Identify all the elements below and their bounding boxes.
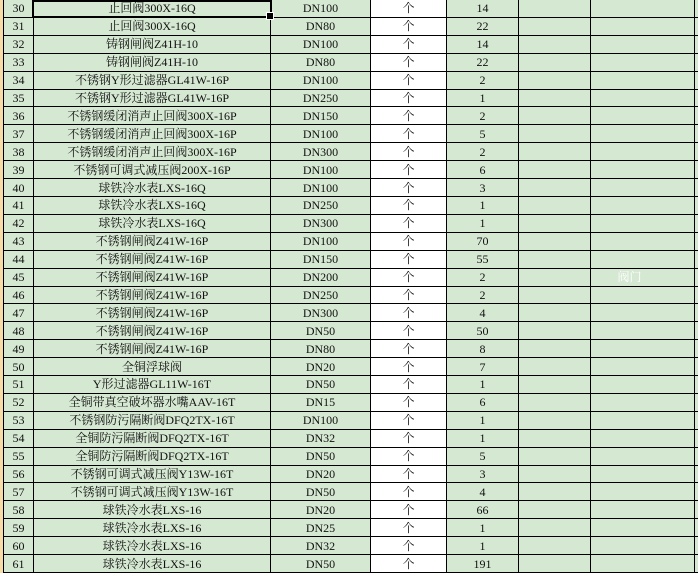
quantity-cell[interactable]: 66 <box>447 501 519 519</box>
spec-cell[interactable]: DN100 <box>271 0 371 18</box>
unit-cell[interactable]: 个 <box>371 161 447 179</box>
item-name-cell[interactable]: 铸钢闸阀Z41H-10 <box>34 36 271 54</box>
empty-cell[interactable] <box>519 304 591 322</box>
item-name-cell[interactable]: 球铁冷水表LXS-16Q <box>34 215 271 233</box>
empty-cell[interactable] <box>519 501 591 519</box>
unit-cell[interactable]: 个 <box>371 555 447 573</box>
empty-cell[interactable] <box>591 304 695 322</box>
quantity-cell[interactable]: 2 <box>447 287 519 305</box>
empty-cell[interactable] <box>519 251 591 269</box>
quantity-cell[interactable]: 6 <box>447 394 519 412</box>
empty-cell[interactable] <box>591 161 695 179</box>
empty-cell[interactable] <box>591 287 695 305</box>
empty-cell[interactable] <box>519 287 591 305</box>
sheet-grid <box>4 0 698 573</box>
item-name-cell[interactable]: 球铁冷水表LXS-16 <box>34 501 271 519</box>
empty-cell[interactable] <box>519 36 591 54</box>
empty-cell[interactable] <box>519 0 591 18</box>
row-number-cell[interactable]: 48 <box>4 322 34 340</box>
unit-cell[interactable]: 个 <box>371 537 447 555</box>
quantity-cell[interactable]: 5 <box>447 125 519 143</box>
quantity-cell[interactable]: 2 <box>447 269 519 287</box>
row-number-cell[interactable]: 58 <box>4 501 34 519</box>
spec-cell[interactable]: DN80 <box>271 54 371 72</box>
empty-cell[interactable] <box>519 179 591 197</box>
unit-cell[interactable]: 个 <box>371 376 447 394</box>
empty-cell[interactable] <box>519 448 591 466</box>
item-name-cell[interactable]: 不锈钢Y形过滤器GL41W-16P <box>34 90 271 108</box>
unit-cell[interactable]: 个 <box>371 36 447 54</box>
empty-cell[interactable] <box>591 251 695 269</box>
quantity-cell[interactable]: 70 <box>447 233 519 251</box>
empty-cell[interactable] <box>519 90 591 108</box>
quantity-cell[interactable]: 5 <box>447 448 519 466</box>
empty-cell[interactable] <box>519 322 591 340</box>
empty-cell[interactable] <box>591 197 695 215</box>
empty-cell[interactable] <box>591 36 695 54</box>
unit-cell[interactable]: 个 <box>371 233 447 251</box>
quantity-cell[interactable]: 6 <box>447 161 519 179</box>
row-number-cell[interactable]: 56 <box>4 466 34 484</box>
empty-cell[interactable] <box>591 466 695 484</box>
row-number-cell[interactable]: 36 <box>4 107 34 125</box>
spec-cell[interactable]: DN20 <box>271 358 371 376</box>
empty-cell[interactable] <box>519 72 591 90</box>
row-number-cell[interactable]: 38 <box>4 143 34 161</box>
unit-cell[interactable]: 个 <box>371 143 447 161</box>
row-number-cell[interactable]: 42 <box>4 215 34 233</box>
quantity-cell[interactable]: 2 <box>447 107 519 125</box>
row-number-cell[interactable]: 34 <box>4 72 34 90</box>
row-number-cell[interactable]: 32 <box>4 36 34 54</box>
empty-cell[interactable] <box>519 18 591 36</box>
unit-cell[interactable]: 个 <box>371 179 447 197</box>
row-number-cell[interactable]: 60 <box>4 537 34 555</box>
empty-cell[interactable] <box>519 107 591 125</box>
item-name-cell[interactable]: 不锈钢缓闭消声止回阀300X-16P <box>34 125 271 143</box>
row-number-cell[interactable]: 41 <box>4 197 34 215</box>
spec-cell[interactable]: DN100 <box>271 72 371 90</box>
empty-cell[interactable] <box>591 322 695 340</box>
quantity-cell[interactable]: 1 <box>447 215 519 233</box>
row-number-cell[interactable]: 45 <box>4 269 34 287</box>
unit-cell[interactable]: 个 <box>371 125 447 143</box>
quantity-cell[interactable]: 8 <box>447 340 519 358</box>
empty-cell[interactable] <box>591 394 695 412</box>
row-number-cell[interactable]: 52 <box>4 394 34 412</box>
empty-cell[interactable] <box>519 430 591 448</box>
spec-cell[interactable]: DN32 <box>271 430 371 448</box>
spec-cell[interactable]: DN100 <box>271 36 371 54</box>
empty-cell[interactable] <box>591 233 695 251</box>
row-number-cell[interactable]: 43 <box>4 233 34 251</box>
empty-cell[interactable] <box>591 215 695 233</box>
empty-cell[interactable] <box>591 519 695 537</box>
empty-cell[interactable] <box>519 555 591 573</box>
empty-cell[interactable] <box>591 340 695 358</box>
unit-cell[interactable]: 个 <box>371 483 447 501</box>
empty-cell[interactable] <box>519 197 591 215</box>
empty-cell[interactable] <box>591 179 695 197</box>
unit-cell[interactable]: 个 <box>371 107 447 125</box>
empty-cell[interactable] <box>591 483 695 501</box>
unit-cell[interactable]: 个 <box>371 304 447 322</box>
item-name-cell[interactable]: 球铁冷水表LXS-16Q <box>34 179 271 197</box>
row-number-cell[interactable]: 55 <box>4 448 34 466</box>
empty-cell[interactable] <box>519 215 591 233</box>
item-name-cell[interactable]: 不锈钢闸阀Z41W-16P <box>34 304 271 322</box>
quantity-cell[interactable]: 14 <box>447 0 519 18</box>
unit-cell[interactable]: 个 <box>371 412 447 430</box>
item-name-cell[interactable]: Y形过滤器GL11W-16T <box>34 376 271 394</box>
empty-cell[interactable] <box>519 340 591 358</box>
row-number-cell[interactable]: 49 <box>4 340 34 358</box>
spec-cell[interactable]: DN250 <box>271 90 371 108</box>
unit-cell[interactable]: 个 <box>371 448 447 466</box>
empty-cell[interactable] <box>591 107 695 125</box>
spec-cell[interactable]: DN300 <box>271 143 371 161</box>
empty-cell[interactable] <box>591 448 695 466</box>
unit-cell[interactable]: 个 <box>371 54 447 72</box>
item-name-cell[interactable]: 全铜防污隔断阀DFQ2TX-16T <box>34 448 271 466</box>
row-number-cell[interactable]: 39 <box>4 161 34 179</box>
unit-cell[interactable]: 个 <box>371 501 447 519</box>
spec-cell[interactable]: DN150 <box>271 251 371 269</box>
item-name-cell[interactable]: 不锈钢闸阀Z41W-16P <box>34 340 271 358</box>
item-name-cell[interactable]: 不锈钢可调式减压阀Y13W-16T <box>34 483 271 501</box>
unit-cell[interactable]: 个 <box>371 90 447 108</box>
unit-cell[interactable]: 个 <box>371 251 447 269</box>
empty-cell[interactable] <box>591 72 695 90</box>
empty-cell[interactable] <box>519 537 591 555</box>
item-name-cell[interactable]: 不锈钢防污隔断阀DFQ2TX-16T <box>34 412 271 430</box>
empty-cell[interactable] <box>591 376 695 394</box>
empty-cell[interactable] <box>519 161 591 179</box>
row-number-cell[interactable]: 57 <box>4 483 34 501</box>
row-number-cell[interactable]: 44 <box>4 251 34 269</box>
item-name-cell[interactable]: 止回阀300X-16Q <box>34 18 271 36</box>
watermark-text: 阀门 <box>617 270 642 285</box>
row-number-cell[interactable]: 30 <box>4 0 34 18</box>
quantity-cell[interactable]: 191 <box>447 555 519 573</box>
quantity-cell[interactable]: 1 <box>447 90 519 108</box>
unit-cell[interactable]: 个 <box>371 430 447 448</box>
item-name-cell[interactable]: 不锈钢闸阀Z41W-16P <box>34 322 271 340</box>
row-number-cell[interactable]: 46 <box>4 287 34 305</box>
spec-cell[interactable]: DN50 <box>271 483 371 501</box>
quantity-cell[interactable]: 1 <box>447 430 519 448</box>
unit-cell[interactable]: 个 <box>371 394 447 412</box>
quantity-cell[interactable]: 22 <box>447 18 519 36</box>
spec-cell[interactable]: DN250 <box>271 197 371 215</box>
empty-cell[interactable] <box>519 376 591 394</box>
row-number-cell[interactable]: 35 <box>4 90 34 108</box>
spec-cell[interactable]: DN50 <box>271 555 371 573</box>
fill-handle[interactable] <box>266 12 274 20</box>
row-number-cell[interactable]: 40 <box>4 179 34 197</box>
unit-cell[interactable]: 个 <box>371 358 447 376</box>
unit-cell[interactable]: 个 <box>371 466 447 484</box>
item-name-cell[interactable]: 全铜带真空破坏器水嘴AAV-16T <box>34 394 271 412</box>
item-name-cell[interactable]: 不锈钢Y形过滤器GL41W-16P <box>34 72 271 90</box>
item-name-cell[interactable]: 不锈钢缓闭消声止回阀300X-16P <box>34 143 271 161</box>
empty-cell[interactable] <box>591 54 695 72</box>
empty-cell[interactable] <box>591 0 695 18</box>
empty-cell[interactable] <box>591 537 695 555</box>
spec-cell[interactable]: DN20 <box>271 501 371 519</box>
spec-cell[interactable]: DN80 <box>271 340 371 358</box>
unit-cell[interactable]: 个 <box>371 322 447 340</box>
row-number-cell[interactable]: 51 <box>4 376 34 394</box>
unit-cell[interactable]: 个 <box>371 18 447 36</box>
empty-cell[interactable] <box>591 555 695 573</box>
empty-cell[interactable] <box>519 394 591 412</box>
spec-cell[interactable]: DN300 <box>271 304 371 322</box>
quantity-cell[interactable]: 1 <box>447 519 519 537</box>
row-number-cell[interactable]: 61 <box>4 555 34 573</box>
empty-cell[interactable] <box>591 430 695 448</box>
item-name-cell[interactable]: 不锈钢闸阀Z41W-16P <box>34 251 271 269</box>
unit-cell[interactable]: 个 <box>371 287 447 305</box>
item-name-cell[interactable]: 铸钢闸阀Z41H-10 <box>34 54 271 72</box>
item-name-cell[interactable]: 不锈钢闸阀Z41W-16P <box>34 287 271 305</box>
item-name-cell[interactable]: 不锈钢可调式减压阀Y13W-16T <box>34 466 271 484</box>
item-name-cell[interactable]: 止回阀300X-16Q <box>34 0 271 18</box>
unit-cell[interactable]: 个 <box>371 269 447 287</box>
item-name-cell[interactable]: 球铁冷水表LXS-16Q <box>34 197 271 215</box>
item-name-cell[interactable]: 不锈钢闸阀Z41W-16P <box>34 233 271 251</box>
spec-cell[interactable]: DN200 <box>271 269 371 287</box>
quantity-cell[interactable]: 4 <box>447 304 519 322</box>
quantity-cell[interactable]: 4 <box>447 483 519 501</box>
spec-cell[interactable]: DN25 <box>271 519 371 537</box>
spec-cell[interactable]: DN100 <box>271 412 371 430</box>
unit-cell[interactable]: 个 <box>371 340 447 358</box>
quantity-cell[interactable]: 2 <box>447 143 519 161</box>
row-number-cell[interactable]: 33 <box>4 54 34 72</box>
quantity-cell[interactable]: 22 <box>447 54 519 72</box>
quantity-cell[interactable]: 1 <box>447 376 519 394</box>
item-name-cell[interactable]: 全铜防污隔断阀DFQ2TX-16T <box>34 430 271 448</box>
empty-cell[interactable] <box>591 358 695 376</box>
quantity-cell[interactable]: 1 <box>447 412 519 430</box>
unit-cell[interactable]: 个 <box>371 197 447 215</box>
empty-cell[interactable] <box>591 125 695 143</box>
quantity-cell[interactable]: 55 <box>447 251 519 269</box>
quantity-cell[interactable]: 1 <box>447 197 519 215</box>
empty-cell[interactable] <box>519 125 591 143</box>
empty-cell[interactable] <box>519 466 591 484</box>
spec-cell[interactable]: DN32 <box>271 537 371 555</box>
quantity-cell[interactable]: 1 <box>447 537 519 555</box>
spec-cell[interactable]: DN15 <box>271 394 371 412</box>
spec-cell[interactable]: DN100 <box>271 125 371 143</box>
empty-cell[interactable] <box>591 90 695 108</box>
item-name-cell[interactable]: 不锈钢可调式减压阀200X-16P <box>34 161 271 179</box>
row-number-cell[interactable]: 47 <box>4 304 34 322</box>
item-name-cell[interactable]: 不锈钢闸阀Z41W-16P <box>34 269 271 287</box>
row-number-cell[interactable]: 54 <box>4 430 34 448</box>
empty-cell[interactable] <box>519 269 591 287</box>
quantity-cell[interactable]: 2 <box>447 72 519 90</box>
spec-cell[interactable]: DN80 <box>271 18 371 36</box>
unit-cell[interactable]: 个 <box>371 215 447 233</box>
empty-cell[interactable] <box>519 412 591 430</box>
row-number-cell[interactable]: 59 <box>4 519 34 537</box>
spec-cell[interactable]: DN20 <box>271 466 371 484</box>
empty-cell[interactable] <box>519 519 591 537</box>
row-number-cell[interactable]: 53 <box>4 412 34 430</box>
item-name-cell[interactable]: 球铁冷水表LXS-16 <box>34 519 271 537</box>
empty-cell[interactable] <box>591 501 695 519</box>
empty-cell[interactable] <box>519 54 591 72</box>
empty-cell[interactable] <box>591 18 695 36</box>
quantity-cell[interactable]: 7 <box>447 358 519 376</box>
item-name-cell[interactable]: 不锈钢缓闭消声止回阀300X-16P <box>34 107 271 125</box>
spec-cell[interactable]: DN250 <box>271 287 371 305</box>
row-number-cell[interactable]: 31 <box>4 18 34 36</box>
empty-cell[interactable] <box>591 412 695 430</box>
item-name-cell[interactable]: 球铁冷水表LXS-16 <box>34 555 271 573</box>
spec-cell[interactable]: DN100 <box>271 233 371 251</box>
spec-cell[interactable]: DN50 <box>271 376 371 394</box>
unit-cell[interactable]: 个 <box>371 72 447 90</box>
spec-cell[interactable]: DN300 <box>271 215 371 233</box>
unit-cell[interactable]: 个 <box>371 519 447 537</box>
empty-cell[interactable] <box>519 483 591 501</box>
spec-cell[interactable]: DN100 <box>271 179 371 197</box>
empty-cell[interactable] <box>519 143 591 161</box>
spec-cell[interactable]: DN50 <box>271 448 371 466</box>
item-name-cell[interactable]: 全铜浮球阀 <box>34 358 271 376</box>
empty-cell[interactable] <box>591 143 695 161</box>
spec-cell[interactable]: DN50 <box>271 322 371 340</box>
quantity-cell[interactable]: 3 <box>447 179 519 197</box>
row-number-cell[interactable]: 50 <box>4 358 34 376</box>
spec-cell[interactable]: DN100 <box>271 161 371 179</box>
spec-cell[interactable]: DN150 <box>271 107 371 125</box>
quantity-cell[interactable]: 50 <box>447 322 519 340</box>
item-name-cell[interactable]: 球铁冷水表LXS-16 <box>34 537 271 555</box>
row-number-cell[interactable]: 37 <box>4 125 34 143</box>
quantity-cell[interactable]: 3 <box>447 466 519 484</box>
empty-cell[interactable] <box>519 358 591 376</box>
quantity-cell[interactable]: 14 <box>447 36 519 54</box>
unit-cell[interactable]: 个 <box>371 0 447 18</box>
empty-cell[interactable] <box>591 269 695 287</box>
empty-cell[interactable] <box>519 233 591 251</box>
